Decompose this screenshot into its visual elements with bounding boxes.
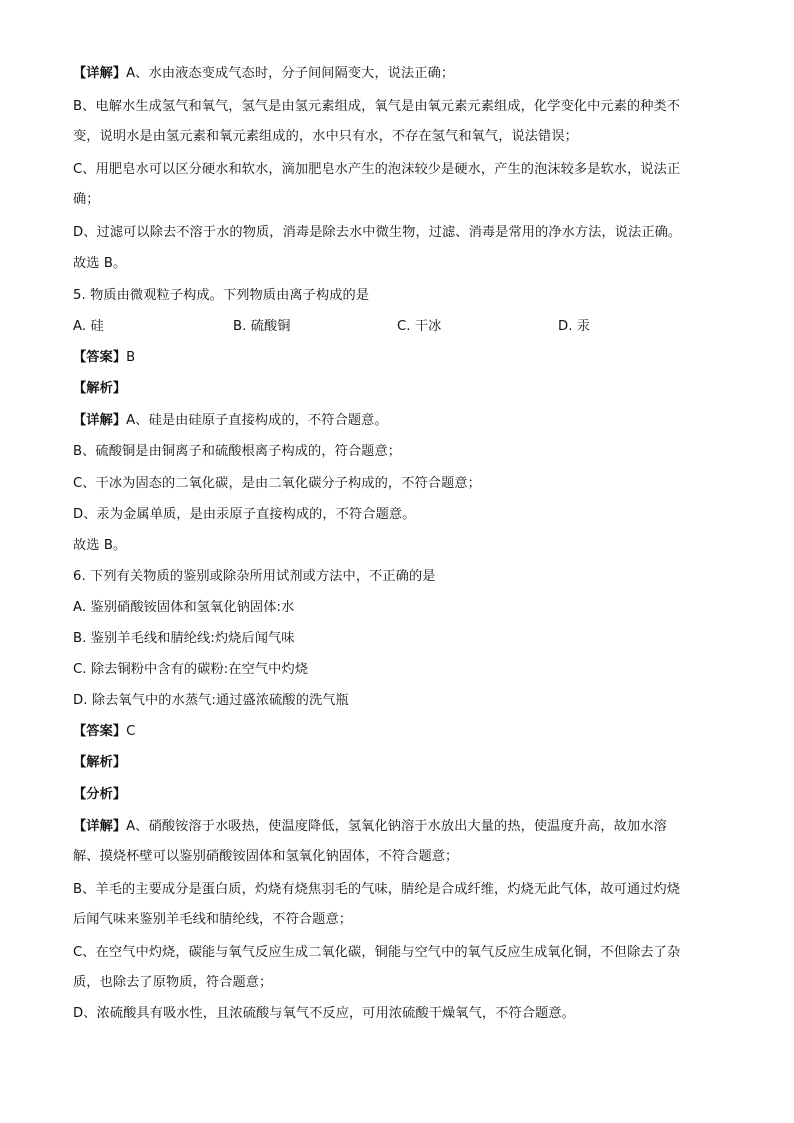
q5-option-c: C. 干冰 <box>397 319 442 334</box>
q4-detail-a: 【详解】A、水由液态变成气态时，分子间间隔变大，说法正确； <box>73 66 455 81</box>
q6-detail-c-line2: 质，也除去了原物质，符合题意； <box>73 975 273 990</box>
q6-option-a: A. 鉴别硝酸铵固体和氢氧化钠固体:水 <box>73 600 295 615</box>
q4-detail-b-line1: B、电解水生成氢气和氧气，氢气是由氢元素组成，氧气是由氧元素元素组成，化学变化中元素的种类不 <box>73 99 681 114</box>
q4-detail-c-line2: 确； <box>73 192 100 207</box>
q4-conclusion: 故选 B。 <box>73 256 127 271</box>
q6-detail-b-line2: 后闻气味来鉴别羊毛线和腈纶线，不符合题意； <box>73 912 353 927</box>
q5-detail-b: B、硫酸铜是由铜离子和硫酸根离子构成的，符合题意； <box>73 444 402 459</box>
q6-analysis-tag: 【解析】 <box>73 755 127 770</box>
q5-conclusion: 故选 B。 <box>73 538 127 553</box>
q4-detail-d: D、过滤可以除去不溶于水的物质，消毒是除去水中微生物，过滤、消毒是常用的净水方法，说法正确。 <box>73 225 682 240</box>
detail-tag: 【详解】 <box>73 66 127 81</box>
q5-detail-d: D、汞为金属单质，是由汞原子直接构成的，不符合题意。 <box>73 507 416 522</box>
answer-value: B <box>126 350 136 365</box>
detail-tag: 【详解】 <box>73 819 127 834</box>
q6-option-b: B. 鉴别羊毛线和腈纶线:灼烧后闻气味 <box>73 631 295 646</box>
q6-stem: 6. 下列有关物质的鉴别或除杂所用试剂或方法中，不正确的是 <box>73 569 436 584</box>
q5-detail-a: 【详解】A、硅是由硅原子直接构成的，不符合题意。 <box>73 413 388 428</box>
answer-value: C <box>126 724 136 739</box>
q6-detail-a-line1: 【详解】A、硝酸铵溶于水吸热，使温度降低，氢氧化钠溶于水放出大量的热，使温度升高，故加水溶 <box>73 819 667 834</box>
q6-answer <box>73 723 723 741</box>
q6-option-d: D. 除去氧气中的水蒸气:通过盛浓硫酸的洗气瓶 <box>73 693 349 708</box>
q6-option-c: C. 除去铜粉中含有的碳粉:在空气中灼烧 <box>73 662 309 677</box>
q6-detail-d: D、浓硫酸具有吸水性，且浓硫酸与氧气不反应，可用浓硫酸干燥氧气，不符合题意。 <box>73 1006 575 1021</box>
q5-stem: 5. 物质由微观粒子构成。下列物质由离子构成的是 <box>73 288 370 303</box>
q5-option-d: D. 汞 <box>558 319 591 334</box>
q6-detail-b-line1: B、羊毛的主要成分是蛋白质，灼烧有烧焦羽毛的气味，腈纶是合成纤维，灼烧无此气体，故可通过灼烧 <box>73 882 681 897</box>
q5-answer <box>73 349 723 367</box>
detail-tag: 【详解】 <box>73 413 127 428</box>
answer-tag: 【答案】 <box>73 724 127 739</box>
q5-option-a: A. 硅 <box>73 319 104 334</box>
q6-detail-a-line2: 解、摸烧杯壁可以鉴别硝酸铵固体和氢氧化钠固体，不符合题意； <box>73 849 459 864</box>
q6-fenxi-tag: 【分析】 <box>73 787 127 802</box>
q5-option-b: B. 硫酸铜 <box>233 319 291 334</box>
q6-detail-c-line1: C、在空气中灼烧，碳能与氧气反应生成二氧化碳，铜能与空气中的氧气反应生成氧化铜，不但除去了杂 <box>73 945 681 960</box>
q4-detail-c-line1: C、用肥皂水可以区分硬水和软水，滴加肥皂水产生的泡沫较少是硬水，产生的泡沫较多是软水，说法正 <box>73 162 681 177</box>
q4-detail-b-line2: 变，说明水是由氢元素和氧元素组成的，水中只有水，不存在氢气和氧气，说法错误； <box>73 129 578 144</box>
q5-analysis-tag: 【解析】 <box>73 381 127 396</box>
answer-tag: 【答案】 <box>73 350 127 365</box>
q5-detail-c: C、干冰为固态的二氧化碳，是由二氧化碳分子构成的，不符合题意； <box>73 476 481 491</box>
